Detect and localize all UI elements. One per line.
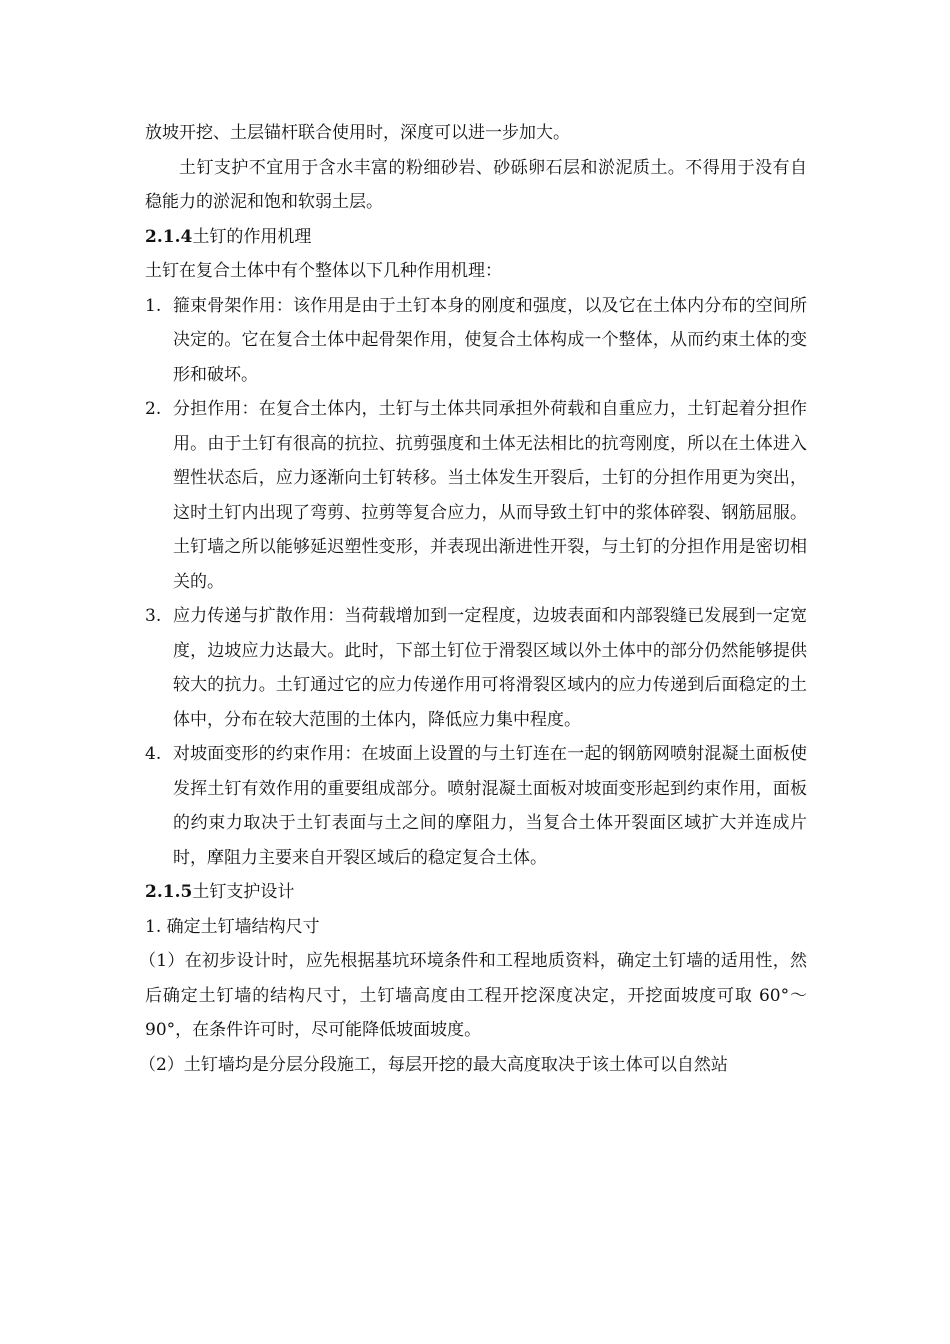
list-item [145, 599, 807, 737]
list-marker: 2. [145, 399, 162, 419]
design-subitem-2: （2）土钉墙均是分层分段施工，每层开挖的最大高度取决于该土体可以自然站 [139, 1054, 728, 1075]
list-item-text: 分担作用：在复合土体内，土钉与土体共同承担外荷载和自重应力，土钉起着分担作用。由于土钉有很高的抗拉、抗剪强度和土体无法相比的抗弯刚度，所以在土体进入塑性状态后，应力逐渐向土钉转移。当土体发生开裂后，土钉的分担作用更为突出，这时土钉内出现了弯剪、拉剪等复合应力，从而导致土钉中的浆体碎裂、钢筋屈服。土钉墙之所以能够延迟塑性变形，并表现出渐进性开裂，与土钉的分担作用是密切相关的。 [173, 399, 807, 592]
paragraph-continuation: 放坡开挖、土层锚杆联合使用时，深度可以进一步加大。 [145, 123, 570, 143]
list-item-text: 应力传递与扩散作用：当荷载增加到一定程度，边坡表面和内部裂缝已发展到一定宽度，边坡应力达最大。此时，下部土钉位于滑裂区域以外土体中的部分仍然能够提供较大的抗力。土钉通过它的应力传递作用可将滑裂区域内的应力传递到后面稳定的土体中，分布在较大范围的土体内，降低应力集中程度。 [173, 606, 807, 730]
section-intro: 土钉在复合土体中有个整体以下几种作用机理： [145, 261, 502, 281]
section-heading-2-1-5 [145, 875, 807, 910]
section-number: 2.1.4 [145, 226, 193, 247]
section-heading-2-1-4 [145, 220, 807, 255]
list-item [145, 737, 807, 875]
section-number: 2.1.5 [145, 882, 193, 902]
design-subitem-1: （1）在初步设计时，应先根据基坑环境条件和工程地质资料，确定土钉墙的适用性，然后确定土钉墙的结构尺寸，土钉墙高度由工程开挖深度决定，开挖面坡度可取 60°～90°，在条件许可时，尽可能降低坡面坡度。 [139, 951, 807, 1040]
list-marker: 4. [145, 744, 162, 764]
design-step-1: 1. 确定土钉墙结构尺寸 [145, 916, 320, 937]
paragraph-applicability: 土钉支护不宜用于含水丰富的粉细砂岩、砂砾卵石层和淤泥质土。不得用于没有自稳能力的淤泥和饱和软弱土层。 [145, 157, 807, 212]
list-item [145, 289, 807, 393]
list-item-text: 对坡面变形的约束作用：在坡面上设置的与土钉连在一起的钢筋网喷射混凝土面板使发挥土钉有效作用的重要组成部分。喷射混凝土面板对坡面变形起到约束作用，面板的约束力取决于土钉表面与土之间的摩阻力，当复合土体开裂面区域扩大并连成片时，摩阻力主要来自开裂区域后的稳定复合土体。 [173, 744, 807, 868]
list-item [145, 392, 807, 599]
section-title: 土钉支护设计 [192, 882, 295, 902]
list-item-text: 箍束骨架作用：该作用是由于土钉本身的刚度和强度，以及它在土体内分布的空间所决定的。它在复合土体中起骨架作用，使复合土体构成一个整体，从而约束土体的变形和破坏。 [173, 295, 807, 385]
section-title: 土钉的作用机理 [192, 226, 312, 247]
document-body [139, 116, 807, 1082]
list-marker: 1. [145, 295, 162, 316]
list-marker: 3. [145, 606, 162, 626]
